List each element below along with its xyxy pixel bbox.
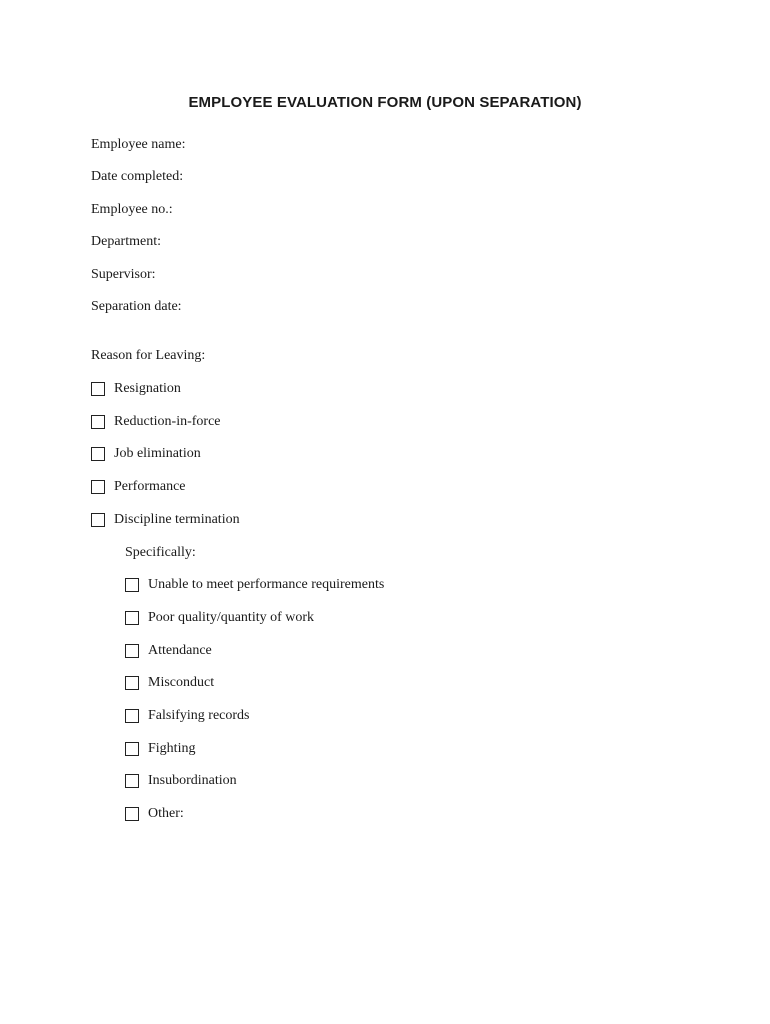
- checkbox-falsifying-records[interactable]: [125, 707, 249, 725]
- checkbox-icon[interactable]: [91, 382, 105, 396]
- checkbox-icon[interactable]: [125, 807, 139, 821]
- checkbox-label: Attendance: [148, 643, 212, 658]
- checkbox-label: Misconduct: [148, 675, 215, 690]
- checkbox-icon[interactable]: [125, 644, 139, 658]
- checkbox-icon[interactable]: [125, 709, 139, 723]
- checkbox-reduction-in-force[interactable]: [91, 413, 221, 431]
- checkbox-label: Fighting: [148, 741, 196, 756]
- checkbox-resignation[interactable]: [91, 380, 181, 398]
- checkbox-job-elimination[interactable]: [91, 445, 201, 463]
- field-label: Employee name:: [91, 137, 186, 152]
- field-department[interactable]: [91, 233, 167, 251]
- specifically-label: Specifically:: [125, 545, 196, 560]
- checkbox-insubordination[interactable]: [125, 772, 237, 790]
- checkbox-label: Reduction-in-force: [114, 414, 221, 429]
- checkbox-other[interactable]: [125, 805, 184, 823]
- checkbox-fighting[interactable]: [125, 740, 195, 758]
- checkbox-poor-quality-quantity[interactable]: [125, 609, 314, 627]
- checkbox-label: Insubordination: [148, 773, 237, 788]
- checkbox-icon[interactable]: [91, 447, 105, 461]
- checkbox-performance[interactable]: [91, 478, 186, 496]
- checkbox-icon[interactable]: [91, 513, 105, 527]
- checkbox-label: Other:: [148, 806, 184, 821]
- field-label: Department:: [91, 234, 161, 249]
- checkbox-icon[interactable]: [125, 676, 139, 690]
- checkbox-label: Resignation: [114, 381, 181, 396]
- checkbox-discipline-termination[interactable]: [91, 511, 240, 529]
- checkbox-label: Performance: [114, 479, 186, 494]
- form-title: EMPLOYEE EVALUATION FORM (UPON SEPARATION): [188, 94, 582, 111]
- field-label: Separation date:: [91, 299, 182, 314]
- field-supervisor[interactable]: [91, 266, 162, 284]
- field-label: Date completed:: [91, 169, 184, 184]
- checkbox-label: Poor quality/quantity of work: [148, 610, 315, 625]
- checkbox-label: Job elimination: [114, 446, 201, 461]
- field-label: Employee no.:: [91, 202, 173, 217]
- reason-for-leaving-label: Reason for Leaving:: [91, 348, 206, 363]
- checkbox-icon[interactable]: [125, 742, 139, 756]
- field-employee-no[interactable]: [91, 201, 179, 219]
- checkbox-label: Discipline termination: [114, 512, 240, 527]
- checkbox-label: Unable to meet performance requirements: [148, 577, 385, 592]
- checkbox-icon[interactable]: [91, 415, 105, 429]
- checkbox-attendance[interactable]: [125, 642, 212, 660]
- field-date-completed[interactable]: [91, 168, 189, 186]
- field-separation-date[interactable]: [91, 298, 188, 316]
- field-label: Supervisor:: [91, 267, 156, 282]
- field-employee-name[interactable]: [91, 136, 191, 154]
- checkbox-icon[interactable]: [125, 774, 139, 788]
- checkbox-icon[interactable]: [125, 578, 139, 592]
- checkbox-misconduct[interactable]: [125, 674, 214, 692]
- checkbox-icon[interactable]: [125, 611, 139, 625]
- checkbox-label: Falsifying records: [148, 708, 250, 723]
- checkbox-icon[interactable]: [91, 480, 105, 494]
- checkbox-unable-to-meet-requirements[interactable]: [125, 576, 384, 594]
